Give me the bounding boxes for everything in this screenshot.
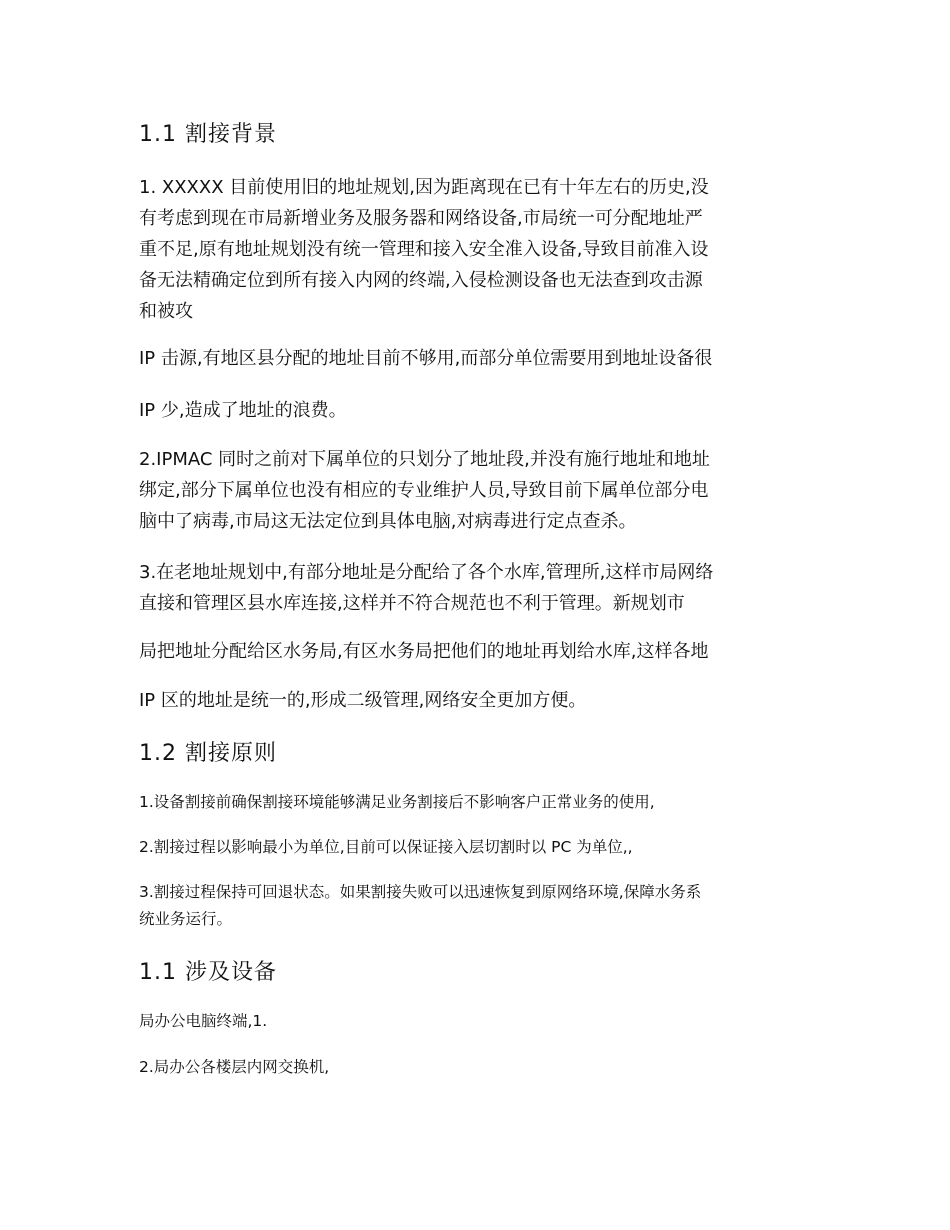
- section-heading-cutover-principles: 1.2 割接原则: [139, 741, 277, 766]
- paragraph-2: IP 击源,有地区县分配的地址目前不够用,而部分单位需要用到地址设备很: [139, 348, 713, 369]
- section-heading-cutover-background: 1.1 割接背景: [139, 122, 277, 147]
- section-heading-devices-involved: 1.1 涉及设备: [139, 960, 277, 985]
- principle-item-2: 2.割接过程以影响最小为单位,目前可以保证接入层切割时以 PC 为单位,,: [139, 838, 633, 856]
- paragraph-7: IP 区的地址是统一的,形成二级管理,网络安全更加方便。: [139, 690, 587, 711]
- device-item-2: 2.局办公各楼层内网交换机,: [139, 1058, 330, 1076]
- principle-item-1: 1.设备割接前确保割接环境能够满足业务割接后不影响客户正常业务的使用,: [139, 793, 655, 811]
- paragraph-5: 3.在老地址规划中,有部分地址是分配给了各个水库,管理所,这样市局网络 直接和管理区县水库连接,这样并不符合规范也不利于管理。新规划市: [139, 562, 714, 614]
- paragraph-4: 2.IPMAC 同时之前对下属单位的只划分了地址段,并没有施行地址和地址 绑定,部分下属单位也没有相应的专业维护人员,导致目前下属单位部分电 脑中了病毒,市局这无法定位到具体电脑,对病毒进行定点查杀。: [139, 449, 710, 532]
- paragraph-1: 1. XXXXX 目前使用旧的地址规划,因为距离现在已有十年左右的历史,没 有考虑到现在市局新增业务及服务器和网络设备,市局统一可分配地址严 重不足,原有地址规划没有统一管理和接入安全准入设备,导致目前准入设 备无法精确定位到所有接入内网的终端,入侵检测设备也无法查到攻击源 和被攻: [139, 177, 709, 322]
- principle-item-3: 3.割接过程保持可回退状态。如果割接失败可以迅速恢复到原网络环境,保障水务系 统业务运行。: [139, 883, 702, 928]
- paragraph-6: 局把地址分配给区水务局,有区水务局把他们的地址再划给水库,这样各地: [139, 641, 709, 662]
- device-item-1: 局办公电脑终端,1.: [139, 1012, 268, 1030]
- paragraph-3: IP 少,造成了地址的浪费。: [139, 400, 347, 421]
